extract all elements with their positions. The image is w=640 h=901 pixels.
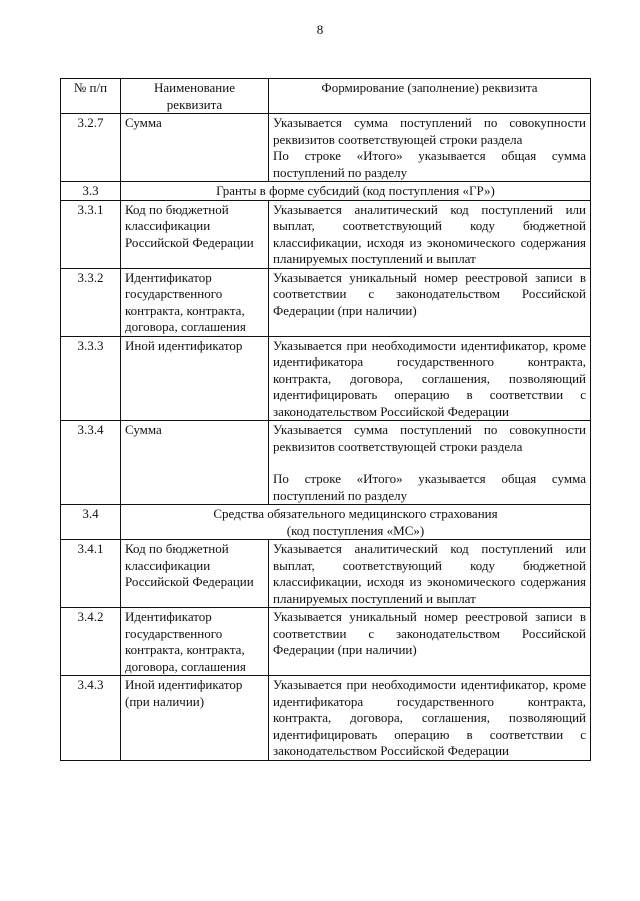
row-description: Указывается при необходимости идентификатор, кроме идентификатора государственного контракта, контракта, договора, соглашения, позволяющий идентифицировать операцию в соответствии с законодательством Российской Федерации bbox=[269, 336, 591, 421]
page-number: 8 bbox=[316, 22, 324, 37]
table-row bbox=[61, 114, 591, 182]
table-row bbox=[61, 268, 591, 336]
row-description bbox=[269, 114, 591, 182]
section-row bbox=[61, 505, 591, 540]
row-name: Код по бюджетной классификации Российской Федерации bbox=[121, 200, 269, 268]
row-description: Указывается аналитический код поступлений или выплат, соответствующий коду бюджетной классификации, исходя из экономического содержания планируемых поступлений и выплат bbox=[269, 540, 591, 608]
header-number: № п/п bbox=[61, 79, 121, 114]
section-title-code: (код поступления «МС») bbox=[286, 522, 425, 538]
row-description: Указывается при необходимости идентификатор, кроме идентификатора государственного контракта, контракта, договора, соглашения, позволяющий идентифицировать операцию в соответствии с законодательством Российской Федерации bbox=[269, 676, 591, 761]
row-number: 3.3.4 bbox=[61, 421, 121, 505]
row-description-text: Указывается сумма поступлений по совокупности реквизитов соответствующей строки раздела bbox=[273, 115, 586, 147]
row-name: Идентификатор государственного контракта, контракта, договора, соглашения bbox=[121, 268, 269, 336]
table-row bbox=[61, 336, 591, 421]
row-number: 3.3.1 bbox=[61, 200, 121, 268]
row-description-text: Указывается сумма поступлений по совокупности реквизитов соответствующей строки раздела bbox=[273, 422, 586, 454]
table-row bbox=[61, 540, 591, 608]
section-title: Гранты в форме субсидий (код поступления «ГР») bbox=[121, 182, 591, 201]
row-description: Указывается уникальный номер реестровой записи в соответствии с законодательством Российской Федерации (при наличии) bbox=[269, 608, 591, 676]
paragraph-gap bbox=[273, 455, 586, 471]
row-description-extra: По строке «Итого» указывается общая сумма поступлений по разделу bbox=[273, 471, 586, 503]
row-description: Указывается уникальный номер реестровой записи в соответствии с законодательством Российской Федерации (при наличии) bbox=[269, 268, 591, 336]
row-description bbox=[269, 421, 591, 505]
row-number: 3.4.3 bbox=[61, 676, 121, 761]
section-number: 3.3 bbox=[61, 182, 121, 201]
row-name: Иной идентификатор bbox=[121, 336, 269, 421]
row-number: 3.3.2 bbox=[61, 268, 121, 336]
row-number: 3.2.7 bbox=[61, 114, 121, 182]
row-number: 3.4.1 bbox=[61, 540, 121, 608]
table-header-row bbox=[61, 79, 591, 114]
requisites-table bbox=[60, 78, 591, 761]
row-name: Идентификатор государственного контракта, контракта, договора, соглашения bbox=[121, 608, 269, 676]
row-description: Указывается аналитический код поступлений или выплат, соответствующий коду бюджетной классификации, исходя из экономического содержания планируемых поступлений и выплат bbox=[269, 200, 591, 268]
row-number: 3.3.3 bbox=[61, 336, 121, 421]
table-row bbox=[61, 676, 591, 761]
table-row bbox=[61, 200, 591, 268]
section-title bbox=[121, 505, 591, 540]
row-description-extra: По строке «Итого» указывается общая сумма поступлений по разделу bbox=[273, 148, 586, 180]
row-name: Иной идентификатор (при наличии) bbox=[121, 676, 269, 761]
row-name: Код по бюджетной классификации Российской Федерации bbox=[121, 540, 269, 608]
row-number: 3.4.2 bbox=[61, 608, 121, 676]
table-row bbox=[61, 608, 591, 676]
section-number: 3.4 bbox=[61, 505, 121, 540]
header-name: Наименование реквизита bbox=[121, 79, 269, 114]
section-row bbox=[61, 182, 591, 201]
row-name: Сумма bbox=[121, 421, 269, 505]
section-title-line: Средства обязательного медицинского страхования bbox=[213, 506, 498, 521]
row-name: Сумма bbox=[121, 114, 269, 182]
table-row bbox=[61, 421, 591, 505]
header-formation: Формирование (заполнение) реквизита bbox=[269, 79, 591, 114]
